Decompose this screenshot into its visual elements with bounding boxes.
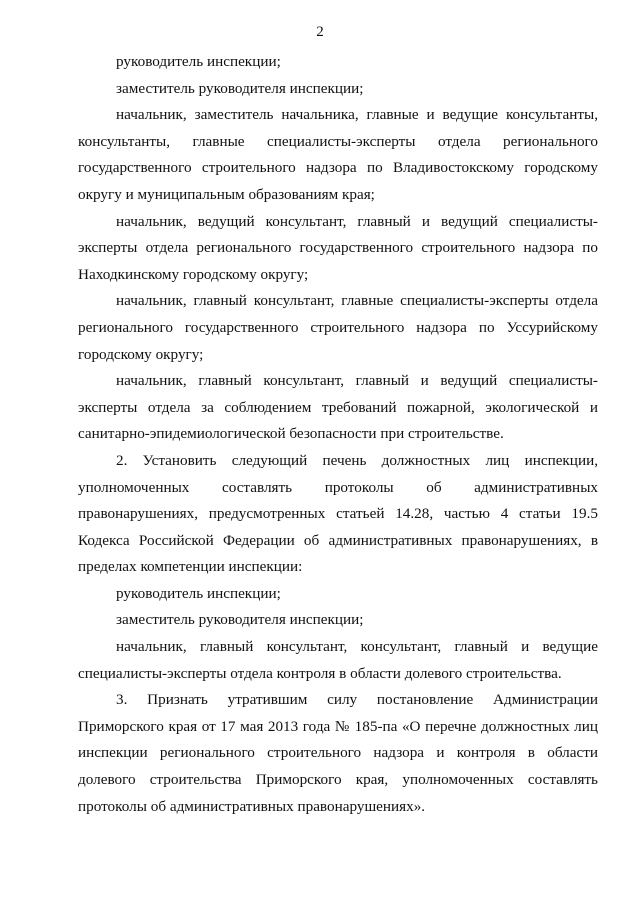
list-item-head-of-inspection: руководитель инспекции; — [116, 53, 281, 70]
list-item-deputy-head: заместитель руководителя инспекции; — [116, 79, 364, 97]
list-item-shared-construction-department: начальник, главный консультант, консультант, главный и ведущие специалисты-эксперты отдела контроля в области долевого строительства. — [78, 638, 598, 682]
clause-2-paragraph: 2. Установить следующий печень должностных лиц инспекции, уполномоченных составлять протоколы об административных правонарушениях, предусмотренных статьей 14.28, частью 4 статьи 19.5 Кодекса Российской Федерации об административных правонарушениях, в пределах компетенции инспекции: — [78, 451, 598, 576]
list-item-deputy-head-2: заместитель руководителя инспекции; — [116, 611, 364, 629]
list-item-vladivostok-department: начальник, заместитель начальника, главные и ведущие консультанты, консультанты, главные специалисты-эксперты отдела регионального государственного строительного надзора по Владивостокскому городскому округу и муниципальным образованиям края; — [78, 106, 598, 203]
list-item-head-of-inspection-2: руководитель инспекции; — [116, 584, 281, 602]
list-item-nakhodka-department: начальник, ведущий консультант, главный и ведущий специалисты-эксперты отдела регионального государственного строительного надзора по Находкинскому городскому округу; — [78, 212, 598, 283]
list-item-ussuriysk-department: начальник, главный консультант, главные специалисты-эксперты отдела регионального государственного строительного надзора по Уссурийскому городскому округу; — [78, 292, 598, 363]
list-item-safety-department: начальник, главный консультант, главный и ведущий специалисты-эксперты отдела за соблюдением требований пожарной, экологической и санитарно-эпидемиологической безопасности при строительстве. — [78, 372, 598, 443]
page-number: 2 — [316, 24, 324, 40]
clause-3-paragraph: 3. Признать утратившим силу постановление Администрации Приморского края от 17 мая 2013 года № 185-па «О перечне должностных лиц инспекции регионального строительного надзора и контроля в области долевого строительства Приморского края, уполномоченных составлять протоколы об административных правонарушениях». — [78, 691, 598, 815]
document-body — [78, 49, 598, 820]
